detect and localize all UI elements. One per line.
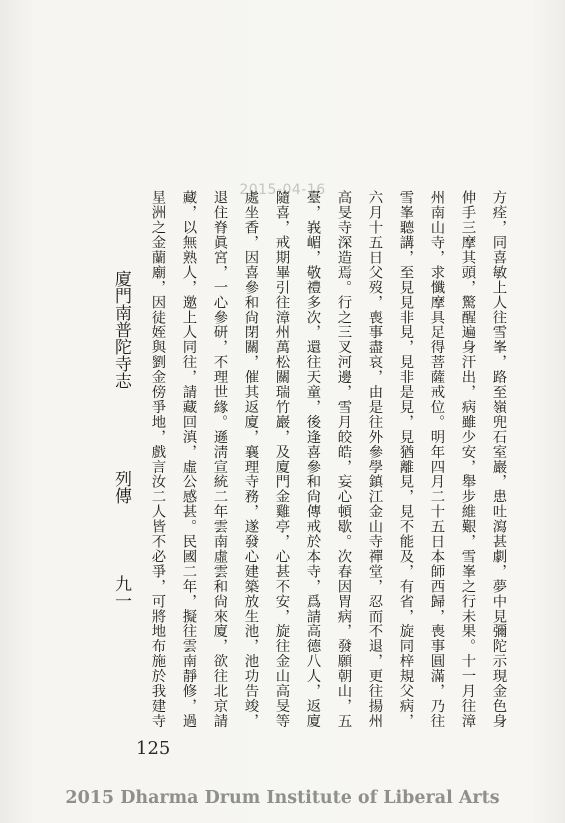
page-number-chinese: 九一: [111, 575, 131, 609]
text-column-6: 高旻寺深造焉。行之三叉河邊，雪月皎皓，妄心頓歇。次春因胃病，發願朝山，五: [335, 190, 352, 729]
text-column-4: 雪峯聽講，至見見非見，見非是見，見猶離見，見不能及，有省，旋同梓規父病，: [397, 190, 414, 729]
page-number: 125: [136, 738, 171, 759]
text-column-12: 星洲之金蘭廟，因徒姪與劉金傍爭地，戲言汝二人皆不必爭，可將地布施於我建寺: [149, 190, 166, 729]
text-column-7: 臺，峩嵋，敬禮多次，還往天童，後逢喜參和尙傳戒於本寺，爲請高德八人，返廈: [304, 190, 321, 729]
section-label: 列傳: [111, 470, 131, 504]
date-stamp: 2015-04-16: [239, 182, 326, 198]
text-column-5: 六月十五日父歿，喪事盡哀，由是往外參學鎮江金山寺禪堂，忍而不退，更往揚州: [366, 190, 383, 729]
book-title: 廈門南普陀寺志: [111, 270, 131, 389]
text-column-3: 州南山寺，求懺摩具足得菩薩戒位。明年四月二十五日本師西歸，喪事圓滿，乃往: [428, 190, 445, 729]
text-column-8: 隨喜，戒期畢引往漳州萬松關瑞竹巖，及廈門金雞亭，心甚不安，旋往金山高旻等: [273, 190, 290, 729]
text-column-9: 處坐香，因喜參和尙閉關，催其返廈，襄理寺務，遂發心建築放生池，池功告竣，: [242, 190, 259, 729]
text-column-2: 伸手三摩其頭，驚醒遍身汗出，病雖少安，舉步維艱，雪峯之行未果。十一月往漳: [459, 190, 476, 729]
text-column-1: 方痊，同喜敏上人往雪峯，路至嶺兜石室巖，患吐瀉甚劇，夢中見彌陀示現金色身: [490, 190, 507, 729]
text-column-10: 退住脊眞宮，一心參研，不理世緣。遜淸宣統二年雲南虛雲和尙來廈，欲往北京請: [211, 190, 228, 729]
text-column-11: 藏，以無熟人，邀上人同往，請藏回滇，虛公感甚。民國二年，擬往雲南靜修，過: [180, 190, 197, 729]
watermark: 2015 Dharma Drum Institute of Liberal Arts: [65, 788, 500, 808]
